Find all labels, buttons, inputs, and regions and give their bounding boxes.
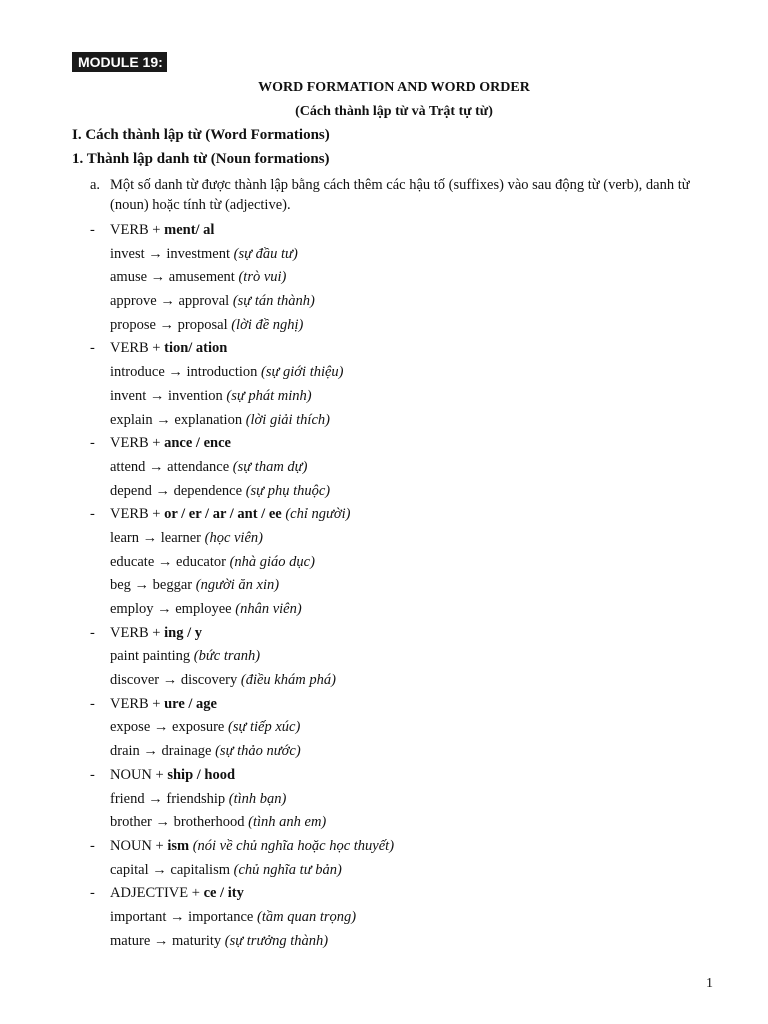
rule-base: NOUN + [110, 766, 168, 783]
example-line [90, 480, 730, 504]
example-gloss: (nhà giáo dục) [229, 553, 315, 570]
example-gloss: (trò vui) [238, 269, 287, 286]
example-gloss: (sự phát minh) [226, 387, 312, 404]
example-line [90, 361, 730, 385]
rule-base: VERB + [110, 624, 165, 641]
example-words: learn → learner [110, 529, 201, 546]
example-line [90, 906, 730, 930]
module-label: MODULE 19: [72, 52, 167, 72]
example-line [90, 266, 730, 290]
rule-base: ADJECTIVE + [110, 885, 204, 902]
example-line [90, 788, 730, 812]
intro-text: Một số danh từ được thành lập bằng cách thêm các hậu tố (suffixes) vào sau động từ (verb), danh từ (noun) hoặc tính từ (adjective). [110, 177, 690, 213]
rule-base: VERB + [110, 340, 165, 357]
example-line [90, 574, 730, 598]
example-gloss: (điều khám phá) [240, 672, 336, 689]
example-line [90, 314, 730, 338]
example-gloss: (tầm quan trọng) [256, 908, 357, 925]
example-line [90, 551, 730, 575]
example-words: paint painting [110, 648, 191, 665]
example-words: employ → employee [110, 601, 232, 617]
example-line [90, 385, 730, 409]
example-words: friend → friendship [110, 790, 226, 807]
suffix-rule [90, 835, 730, 859]
bullet-dash: - [90, 506, 95, 523]
bullet-dash: - [90, 624, 95, 641]
example-words: depend → dependence [110, 482, 243, 499]
example-line [90, 527, 730, 551]
page-number: 1 [706, 976, 713, 991]
example-gloss: (tình anh em) [248, 814, 327, 831]
example-gloss: (lời đề nghị) [231, 316, 304, 333]
rule-suffix: ship / hood [167, 766, 236, 783]
example-words: beg → beggar [110, 577, 193, 594]
rule-suffix: ce / ity [203, 885, 244, 902]
suffix-rule [90, 764, 730, 788]
example-gloss: (sự tiếp xúc) [227, 719, 301, 736]
suffix-rule [90, 882, 730, 906]
example-line [90, 243, 730, 267]
example-words: mature → maturity [110, 932, 222, 949]
example-words: introduce → introduction [110, 364, 258, 381]
example-line [90, 290, 730, 314]
suffix-rule [90, 432, 730, 456]
example-gloss: (sự phụ thuộc) [245, 482, 331, 499]
example-gloss: (bức tranh) [193, 648, 261, 665]
rule-suffix: ance / ence [164, 435, 231, 452]
example-words: drain → drainage [110, 743, 212, 760]
intro-paragraph [90, 175, 730, 215]
rule-base: VERB + [110, 435, 165, 452]
rule-suffix: ure / age [164, 695, 217, 712]
rule-note: (chỉ người) [285, 506, 351, 523]
suffix-rule [90, 693, 730, 717]
example-words: approve → approval [110, 293, 230, 310]
example-gloss: (sự đầu tư) [233, 245, 298, 262]
example-gloss: (sự trưởng thành) [224, 932, 329, 949]
suffix-rule [90, 622, 730, 646]
suffix-rule [90, 503, 730, 527]
rule-base: VERB + [110, 222, 165, 238]
example-line [90, 456, 730, 480]
example-words: explain → explanation [110, 411, 243, 428]
intro-marker: a. [90, 177, 101, 193]
example-gloss: (sự tham dự) [232, 458, 308, 475]
example-line [90, 669, 730, 693]
bullet-dash: - [90, 766, 95, 783]
bullet-dash: - [90, 885, 95, 902]
example-line [90, 811, 730, 835]
example-words: invent → invention [110, 387, 223, 404]
example-words: amuse → amusement [110, 269, 235, 286]
example-words: invest → investment [110, 245, 231, 262]
subsection-heading: 1. Thành lập danh từ (Noun formations) [72, 151, 330, 167]
example-words: educate → educator [110, 553, 226, 570]
bullet-dash: - [90, 837, 95, 854]
example-words: attend → attendance [110, 458, 230, 475]
section-heading: I. Cách thành lập từ (Word Formations) [72, 127, 330, 143]
example-line [90, 716, 730, 740]
rule-suffix: ism [167, 837, 190, 854]
example-words: capital → capitalism [110, 861, 230, 878]
example-gloss: (người ăn xin) [195, 577, 280, 594]
rule-note: (nói về chủ nghĩa hoặc học thuyết) [192, 837, 395, 854]
suffix-rule [90, 337, 730, 361]
rule-suffix: tion/ ation [164, 340, 228, 357]
rule-base: VERB + [110, 695, 165, 712]
example-gloss: (lời giải thích) [245, 411, 330, 428]
rule-suffix: ing / y [164, 624, 202, 641]
example-gloss: (sự giới thiệu) [261, 364, 344, 381]
example-words: important → importance [110, 908, 254, 925]
bullet-dash: - [90, 695, 95, 712]
example-line [90, 409, 730, 433]
example-gloss: (sự thảo nước) [215, 743, 301, 760]
bullet-dash: - [90, 435, 95, 452]
rule-base: VERB + [110, 506, 165, 523]
example-gloss: (học viên) [204, 529, 263, 546]
example-gloss: (tình bạn) [228, 790, 287, 807]
example-line [90, 598, 730, 622]
rule-base: NOUN + [110, 837, 168, 854]
example-line [90, 740, 730, 764]
example-words: expose → exposure [110, 719, 225, 736]
example-gloss: (nhân viên) [235, 601, 302, 617]
rule-suffix: or / er / ar / ant / ee [164, 506, 282, 523]
page-subtitle: (Cách thành lập từ và Trật tự từ) [295, 104, 493, 119]
bullet-dash: - [90, 222, 95, 238]
example-words: propose → proposal [110, 316, 228, 333]
example-words: brother → brotherhood [110, 814, 245, 831]
example-words: discover → discovery [110, 672, 238, 689]
example-line [90, 930, 730, 954]
example-line [90, 859, 730, 883]
suffix-rule-list [90, 219, 730, 953]
page-title: WORD FORMATION AND WORD ORDER [258, 80, 530, 95]
bullet-dash: - [90, 340, 95, 357]
rule-suffix: ment/ al [164, 222, 215, 238]
example-gloss: (chủ nghĩa tư bản) [233, 861, 342, 878]
suffix-rule [90, 219, 730, 243]
example-gloss: (sự tán thành) [232, 293, 315, 310]
example-line [90, 645, 730, 669]
